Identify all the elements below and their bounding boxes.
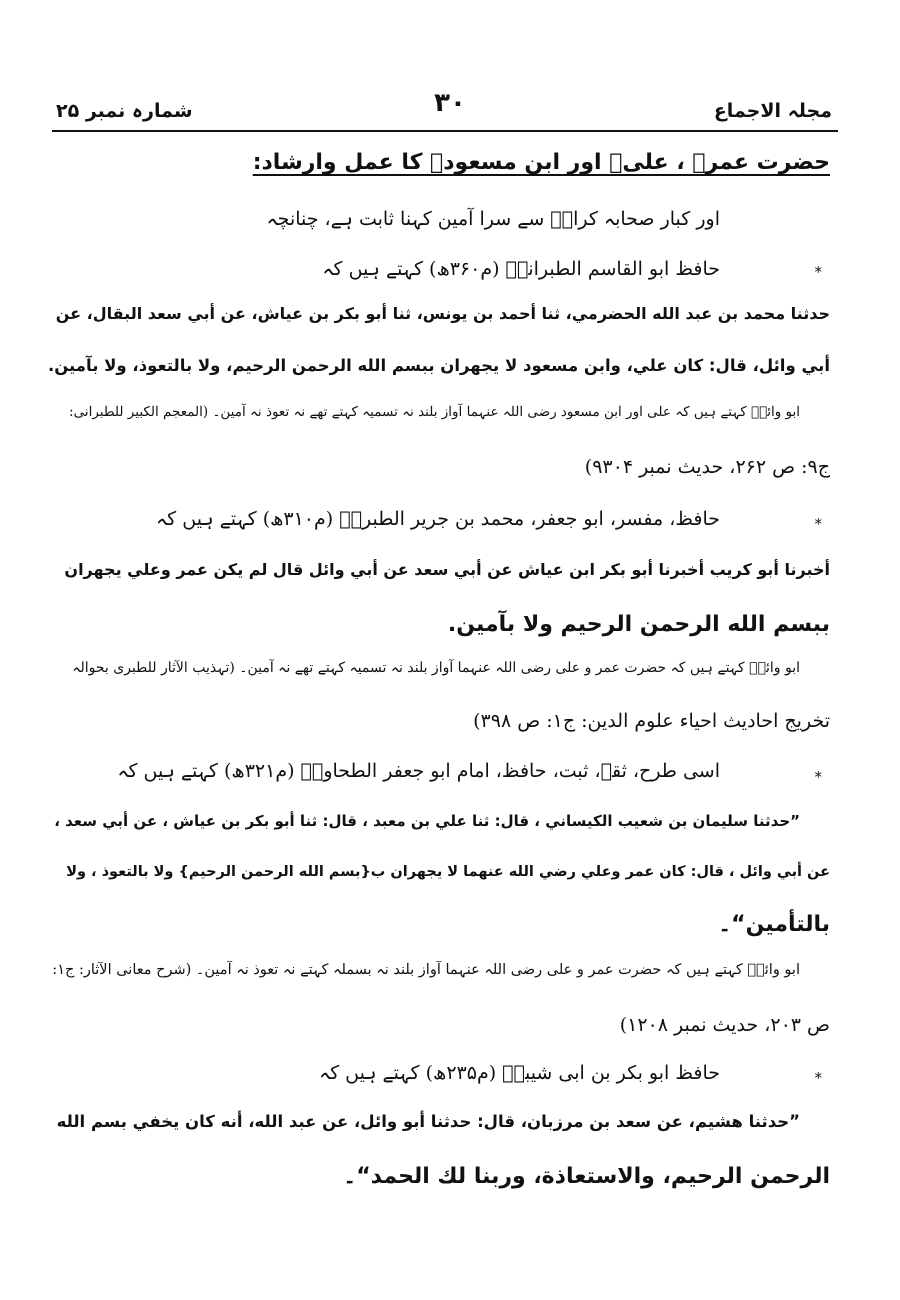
bullet-marker: * (814, 263, 822, 281)
narrator-line: حافظ ابو القاسم الطبرانیؒ (م۳۶۰ھ) کہتے ہیں کہ (322, 258, 720, 280)
arabic-text-line: ”حدثنا هشيم، عن سعد بن مرزبان، قال: حدثنا أبو وائل، عن عبد الله، أنه كان يخفي بسم الله (56, 1112, 800, 1131)
arabic-text-line: أبي وائل، قال: كان علي، وابن مسعود لا يجهران ببسم الله الرحمن الرحيم، ولا بالتعوذ، ولا بآمين. (47, 356, 830, 375)
journal-name: مجلہ الاجماع (713, 100, 832, 122)
bullet-marker: * (814, 515, 822, 533)
narrator-line: حافظ، مفسر، ابو جعفر، محمد بن جریر الطبریؒ (م۳۱۰ھ) کہتے ہیں کہ (156, 508, 720, 530)
issue-number: شمارہ نمبر ۲۵ (56, 100, 193, 122)
arabic-text-line: حدثنا محمد بن عبد الله الحضرمي، ثنا أحمد بن يونس، ثنا أبو بكر بن عياش، عن أبي سعد البقال، عن (55, 304, 830, 323)
bullet-marker: * (814, 768, 822, 786)
arabic-text-line: أخبرنا أبو كريب أخبرنا أبو بكر ابن عياش عن أبي سعد عن أبي وائل قال لم يكن عمر وعلي يجهران (64, 560, 830, 579)
arabic-text-line: ببسم الله الرحمن الرحيم ولا بآمين. (447, 612, 830, 637)
reference-line: تخریج احادیث احیاء علوم الدین: ج۱: ص ۳۹۸) (473, 710, 830, 732)
translation-line: ابو وائلؒ کہتے ہیں کہ حضرت عمر و علی رضی اللہ عنہما آواز بلند نہ بسملہ کہتے نہ تعوذ نہ آمین۔ (شرح معانی الآثار: ج۱: (52, 962, 800, 978)
translation-line: ابو وائلؒ کہتے ہیں کہ حضرت عمر و علی رضی اللہ عنہما آواز بلند نہ تسمیہ کہتے تھے نہ آمین۔ (تہذیب الآثار للطبری بحوالہ (72, 660, 800, 676)
narrator-line: اسی طرح، ثقہ، ثبت، حافظ، امام ابو جعفر الطحاویؒ (م۳۲۱ھ) کہتے ہیں کہ (117, 760, 720, 782)
arabic-text-line: عن أبي وائل ، قال: كان عمر وعلي رضي الله عنهما لا يجهران ب{بسم الله الرحمن الرحيم} ولا بالتعوذ ، ولا (66, 864, 830, 880)
arabic-text-line: ”حدثنا سليمان بن شعيب الكيساني ، قال: ثنا علي بن معبد ، قال: ثنا أبو بكر بن عياش ، عن أبي سعد ، (54, 812, 800, 830)
header-divider (52, 130, 838, 132)
bullet-marker: * (814, 1069, 822, 1087)
reference-line: ص ۲۰۳، حدیث نمبر ۱۲۰۸) (619, 1014, 830, 1036)
reference-line: ج۹: ص ۲۶۲، حدیث نمبر ۹۳۰۴) (584, 456, 830, 478)
page-number: ۳۰ (434, 88, 466, 118)
narrator-line: حافظ ابو بکر بن ابی شیبہؒ (م۲۳۵ھ) کہتے ہیں کہ (318, 1062, 720, 1084)
paragraph-line: اور کبار صحابہ کرامؓ سے سرا آمین کہنا ثابت ہے، چنانچہ (266, 208, 720, 230)
translation-line: ابو وائلؒ کہتے ہیں کہ علی اور ابن مسعود رضی اللہ عنہما آواز بلند نہ تسمیہ کہتے تھے نہ تعوذ نہ آمین۔ (المعجم الکبیر للطبرانی: (69, 404, 800, 420)
section-heading: حضرت عمرؓ ، علیؓ اور ابن مسعودؓ کا عمل وارشاد: (252, 150, 830, 175)
arabic-text-line: بالتأمين“۔ (718, 912, 830, 937)
arabic-text-line: الرحمن الرحيم، والاستعاذة، وربنا لك الحمد“۔ (343, 1164, 830, 1189)
